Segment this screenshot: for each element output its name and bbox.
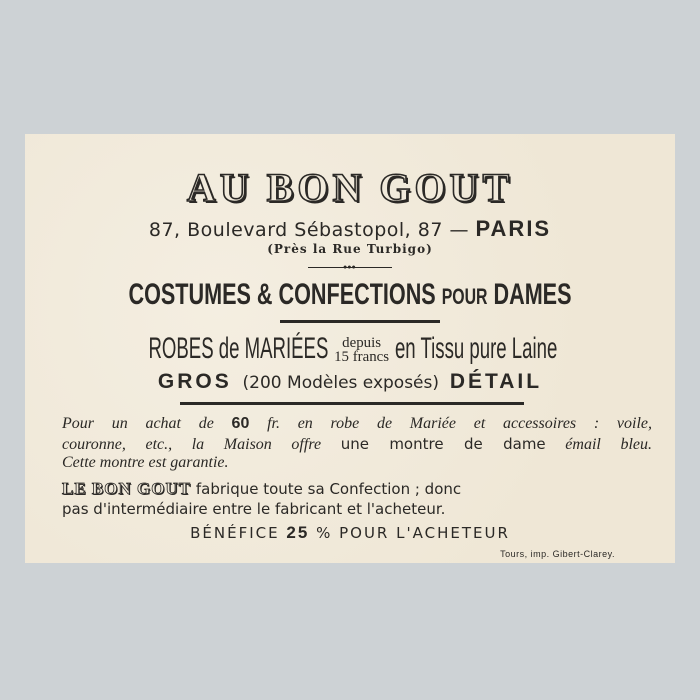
offer-line-3: Cette montre est garantie.: [62, 454, 229, 471]
costumes-heading: [116, 278, 584, 312]
benefit-percent: 25: [286, 523, 310, 542]
robes-line: [148, 332, 558, 366]
intermediary-line: pas d'intermédiaire entre le fabricant et l'acheteur.: [62, 500, 446, 518]
offer-line-2: [62, 435, 652, 454]
tissu-text: en Tissu pure Laine: [394, 332, 558, 365]
benefit-text: % POUR L'ACHETEUR: [316, 524, 510, 542]
offer-amount: 60: [231, 415, 250, 432]
printer-credit: Tours, imp. Gibert-Clarey.: [500, 549, 615, 559]
divider-rule-2: [180, 402, 524, 405]
gros-line: [25, 370, 675, 394]
trade-card: [25, 134, 675, 563]
near-street: (Près la Rue Turbigo): [267, 242, 433, 256]
price-text: 15 francs: [334, 349, 390, 366]
dames-text: DAMES: [493, 278, 572, 311]
shop-name: AU BON GOUT: [186, 165, 514, 210]
gros-text: GROS: [157, 370, 232, 393]
offer-text: couronne, etc., la Maison offre: [62, 436, 322, 453]
street: 87, Boulevard Sébastopol, 87 —: [148, 219, 469, 241]
pour-text: POUR: [441, 284, 488, 309]
offer-line-1: [62, 415, 652, 433]
offer-watch: une montre de dame: [340, 435, 546, 453]
offer-text: Pour un achat de: [62, 415, 214, 432]
city: PARIS: [475, 216, 552, 241]
price-block: [334, 336, 389, 364]
fabrique-text: fabrique toute sa Confection ; donc: [195, 480, 462, 498]
ornament-dots: ●●●: [343, 263, 356, 271]
offer-text: fr. en robe de Mariée et accessoires : voile,: [267, 415, 653, 432]
address: [25, 216, 675, 242]
brand-name: LE BON GOUT: [62, 479, 192, 498]
depuis-text: depuis: [342, 335, 382, 352]
benefit-line: [25, 523, 675, 543]
modeles-text: (200 Modèles exposés): [242, 373, 440, 393]
offer-text: émail bleu.: [565, 436, 652, 453]
detail-text: DÉTAIL: [449, 370, 543, 393]
robes-text: ROBES de MARIÉES: [148, 332, 329, 365]
costumes-text: COSTUMES & CONFECTIONS: [128, 278, 436, 311]
brand-line: [62, 479, 652, 499]
benefit-text: BÉNÉFICE: [190, 524, 280, 542]
divider-rule: [280, 320, 440, 323]
